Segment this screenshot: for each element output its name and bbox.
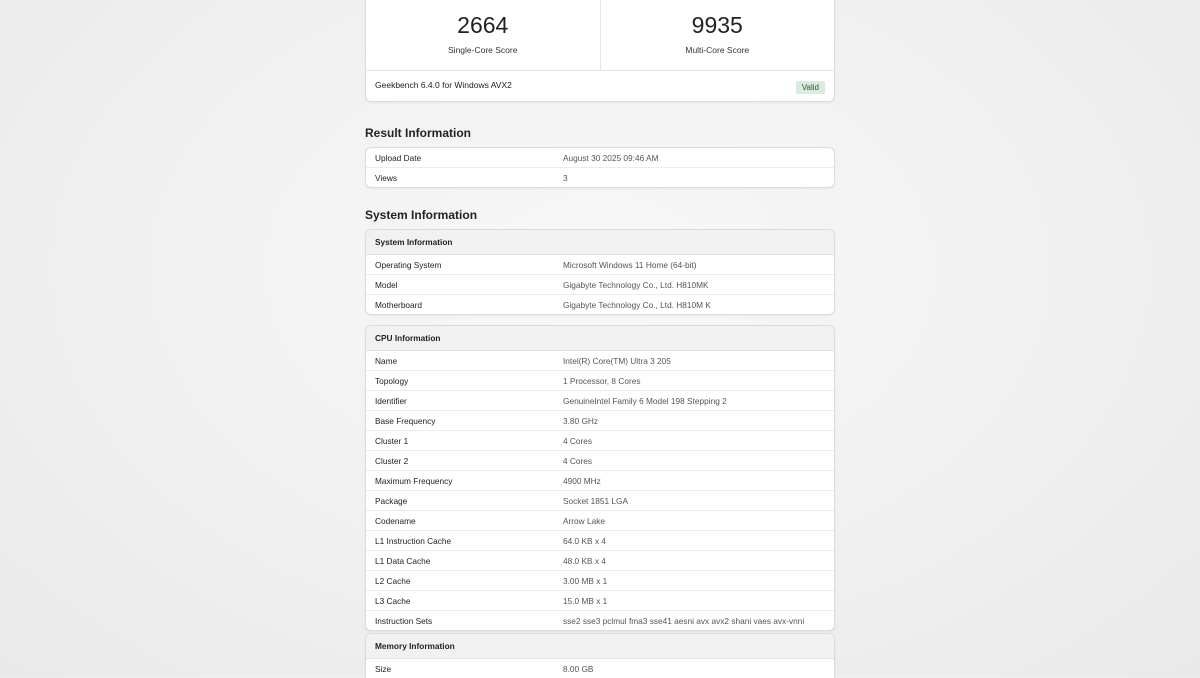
- memory-table: [365, 633, 835, 678]
- table-row: [366, 659, 834, 678]
- table-row: [366, 510, 834, 530]
- table-row: [366, 294, 834, 314]
- row-value: Intel(R) Core(TM) Ultra 3 205: [563, 355, 671, 366]
- scores-card: [365, 0, 835, 102]
- row-value: Gigabyte Technology Co., Ltd. H810MK: [563, 279, 709, 290]
- result-information-table: [365, 147, 835, 188]
- row-value: Arrow Lake: [563, 515, 605, 526]
- cpu-table-body: [366, 351, 834, 630]
- row-key: Model: [375, 279, 398, 290]
- row-key: Topology: [375, 375, 409, 386]
- multi-core-label: Multi-Core Score: [685, 45, 750, 55]
- table-row: [366, 410, 834, 430]
- table-row: [366, 351, 834, 370]
- row-key: L2 Cache: [375, 575, 411, 586]
- row-key: Upload Date: [375, 152, 422, 163]
- system-table-header: System Information: [366, 230, 834, 255]
- single-core-value: 2664: [457, 12, 509, 38]
- row-key: L3 Cache: [375, 595, 411, 606]
- memory-table-body: [366, 659, 834, 678]
- table-row: [366, 570, 834, 590]
- row-value: 4900 MHz: [563, 475, 601, 486]
- table-row: [366, 430, 834, 450]
- row-value: 64.0 KB x 4: [563, 535, 606, 546]
- table-row: [366, 274, 834, 294]
- system-table-body: [366, 255, 834, 314]
- row-key: Instruction Sets: [375, 615, 433, 626]
- score-row: [366, 0, 834, 71]
- table-row: [366, 610, 834, 630]
- table-row: [366, 450, 834, 470]
- row-key: Views: [375, 172, 397, 183]
- system-information-title: System Information: [365, 208, 478, 222]
- row-key: Motherboard: [375, 299, 423, 310]
- row-value: August 30 2025 09:46 AM: [563, 152, 659, 163]
- row-key: L1 Data Cache: [375, 555, 431, 566]
- row-value: 8.00 GB: [563, 663, 594, 674]
- row-value: Socket 1851 LGA: [563, 495, 629, 506]
- row-value: 1 Processor, 8 Cores: [563, 375, 641, 386]
- row-value: 4 Cores: [563, 455, 593, 466]
- table-row: [366, 370, 834, 390]
- table-row: [366, 530, 834, 550]
- multi-core-value: 9935: [691, 12, 743, 38]
- row-key: Package: [375, 495, 408, 506]
- version-row: [366, 71, 834, 102]
- table-row: [366, 490, 834, 510]
- row-key: Identifier: [375, 395, 407, 406]
- cpu-table-header: CPU Information: [366, 326, 834, 351]
- row-value: 3.80 GHz: [563, 415, 599, 426]
- table-row: [366, 470, 834, 490]
- table-row: [366, 148, 834, 167]
- row-value: 4 Cores: [563, 435, 593, 446]
- row-value: sse2 sse3 pclmul fma3 sse41 aesni avx avx2 shani vaes avx-vnni: [563, 615, 805, 626]
- row-key: Name: [375, 355, 398, 366]
- valid-badge: Valid: [796, 81, 825, 94]
- row-key: Operating System: [375, 259, 442, 270]
- multi-core-score: [600, 0, 835, 70]
- single-core-score: [366, 0, 600, 70]
- cpu-table: [365, 325, 835, 631]
- table-row: [366, 550, 834, 570]
- memory-table-header: Memory Information: [366, 634, 834, 659]
- row-key: L1 Instruction Cache: [375, 535, 452, 546]
- table-row: [366, 390, 834, 410]
- row-value: 48.0 KB x 4: [563, 555, 606, 566]
- single-core-label: Single-Core Score: [448, 45, 518, 55]
- table-row: [366, 167, 834, 187]
- result-information-title: Result Information: [365, 126, 472, 140]
- system-table: [365, 229, 835, 315]
- row-key: Size: [375, 663, 392, 674]
- table-row: [366, 590, 834, 610]
- row-value: Gigabyte Technology Co., Ltd. H810M K: [563, 299, 711, 310]
- row-value: 3.00 MB x 1: [563, 575, 608, 586]
- row-key: Codename: [375, 515, 416, 526]
- row-value: Microsoft Windows 11 Home (64-bit): [563, 259, 697, 270]
- row-key: Maximum Frequency: [375, 475, 453, 486]
- table-row: [366, 255, 834, 274]
- benchmark-version: Geekbench 6.4.0 for Windows AVX2: [375, 80, 512, 90]
- row-key: Base Frequency: [375, 415, 436, 426]
- row-key: Cluster 1: [375, 435, 409, 446]
- row-key: Cluster 2: [375, 455, 409, 466]
- row-value: 15.0 MB x 1: [563, 595, 608, 606]
- row-value: GenuineIntel Family 6 Model 198 Stepping 2: [563, 395, 727, 406]
- row-value: 3: [563, 172, 568, 183]
